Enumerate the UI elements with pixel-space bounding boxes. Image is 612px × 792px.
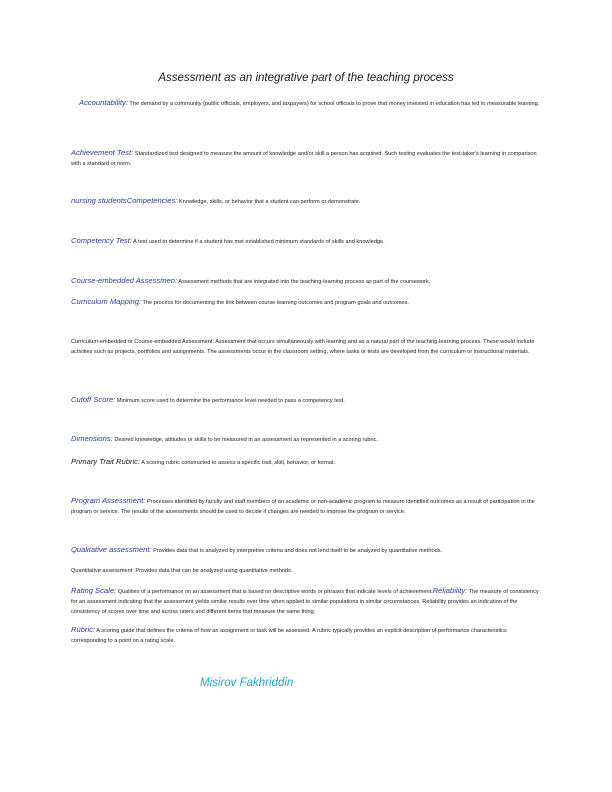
entry-term: Course-embedded Assessmen: bbox=[71, 276, 178, 285]
entry-term: Qualitative assessment: bbox=[71, 545, 152, 554]
entry-definition: Processes identified by faculty and staff members of an academic or non-academic program to measure identified outcomes as a result of participation in the program or service. The results of the assessments should be used to decide if changes are needed to improve the program or service. bbox=[71, 499, 535, 515]
entry-term: Curriculum Mapping: bbox=[71, 297, 142, 306]
entry-definition: The demand by a community (public officials, employers, and taxpayers) for school officials to prove that money invested in education has led to measurable learning. bbox=[127, 101, 540, 107]
entry-term: Primary Trait Rubric: bbox=[71, 457, 141, 466]
glossary-entry-competencies bbox=[71, 196, 543, 207]
entry-term: Program Assessment: bbox=[71, 496, 146, 505]
entry-definition: Qualities of a performance on an assessment that is based on descriptive words or phrases that indicate levels of achievement. bbox=[116, 589, 433, 595]
glossary-entry-achievement-test bbox=[71, 148, 543, 169]
entry-term-reliability: Reliability: bbox=[432, 586, 468, 595]
entry-definition: The process for documenting the link between course learning outcomes and program goals and outcomes. bbox=[141, 300, 409, 306]
glossary-entry-quantitative-assessment bbox=[71, 566, 543, 576]
entry-term: Achievement Test: bbox=[71, 148, 134, 157]
entry-term: Rubric: bbox=[71, 625, 96, 634]
glossary-entry-rubric bbox=[71, 625, 543, 646]
glossary-entry-accountability bbox=[71, 98, 543, 109]
entry-definition: Assessment methods that are integrated into the teaching-learning process as part of the coursework. bbox=[177, 279, 431, 285]
document-title: Assessment as an integrative part of the teaching process bbox=[158, 72, 454, 84]
glossary-entry-curriculum-mapping bbox=[71, 297, 543, 308]
entry-definition: Quantitative assessment: Provides data that can be analyzed using quantitative methods. bbox=[71, 568, 293, 574]
glossary-entry-program-assessment bbox=[71, 496, 543, 517]
glossary-entry-curriculum-embedded bbox=[71, 337, 543, 357]
entry-definition: A scoring rubric constructed to assess a specific trait, skill, behavior, or format. bbox=[140, 460, 335, 466]
entry-definition: Standardized test designed to measure the amount of knowledge and/or skill a person has acquired. Such testing evaluates the test-taker's learning in comparison with a standard or norm. bbox=[71, 151, 537, 167]
entry-definition: Curriculum-embedded or Course-embedded Assessment: Assessment that occurs simultaneously with learning and as a natural part of the teaching-learning process. These would include activities such as projects, portfolios and assignments. The assessments occur in the classroom setting, where tasks or tests are developed from the curriculum or instructional materials. bbox=[71, 339, 535, 355]
glossary-entry-dimensions bbox=[71, 434, 543, 445]
entry-definition: A test used to determine if a student has met established minimum standards of skills and knowledge. bbox=[131, 239, 385, 245]
glossary-entry-course-embedded bbox=[71, 276, 543, 287]
entry-definition: Knowledge, skills, or behavior that a student can perform or demonstrate. bbox=[177, 199, 361, 205]
glossary-entry-competency-test bbox=[71, 236, 543, 247]
glossary-entry-primary-trait-rubric bbox=[71, 457, 543, 468]
author-name: Misirov Fakhriddin bbox=[200, 677, 294, 689]
glossary-entry-rating-scale bbox=[71, 586, 543, 617]
entry-definition: Provides data that is analyzed by interpretive criteria and does not lend itself to be analyzed by quantitative methods. bbox=[151, 548, 443, 554]
entry-term: Competency Test: bbox=[71, 236, 132, 245]
entry-term: nursing studentsCompetencies: bbox=[71, 196, 178, 205]
entry-term: Accountability: bbox=[79, 98, 128, 107]
glossary-entry-qualitative-assessment bbox=[71, 545, 543, 556]
entry-term: Cutoff Score: bbox=[71, 395, 116, 404]
entry-definition-reliability: The measure of consistency for an assessment indicating that the assessment yields similar results over time when applied to similar populations in similar circumstances. Reliability provides an indication of the consistency of scores over time and across raters and different items that measure the same thing. bbox=[71, 589, 539, 615]
entry-definition: Desired knowledge, attitudes or skills to be measured in an assessment as represented in a scoring rubric. bbox=[112, 437, 378, 443]
entry-term: Rating Scale: bbox=[71, 586, 117, 595]
entry-definition: Minimum score used to determine the performance level needed to pass a competency test. bbox=[115, 398, 345, 404]
glossary-entry-cutoff-score bbox=[71, 395, 543, 406]
entry-definition: A scoring guide that defines the criteria of how an assignment or task will be assessed. A rubric typically provides an explicit description of performance characteristics corresponding to a point on a rating scale. bbox=[71, 628, 507, 644]
entry-term: Dimensions: bbox=[71, 434, 113, 443]
